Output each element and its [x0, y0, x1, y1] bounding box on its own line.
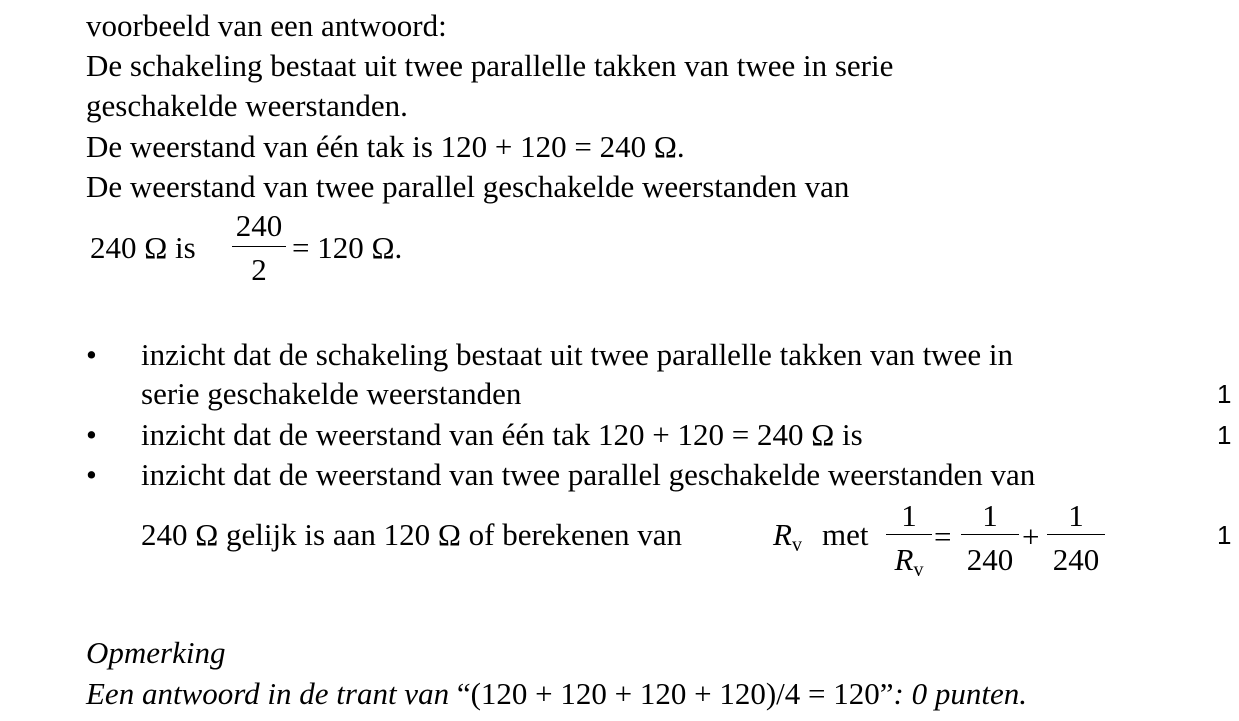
fraction-bar — [886, 534, 932, 535]
remark-heading: Opmerking — [86, 635, 226, 670]
bullet: • — [86, 337, 97, 372]
answer-line-1: De schakeling bestaat uit twee parallelle takken van twee in serie — [86, 48, 894, 83]
equation-prefix: 240 Ω is — [90, 230, 196, 265]
fraction-denominator: 240 — [1052, 542, 1100, 577]
equation-result: = 120 Ω. — [292, 230, 403, 265]
variable-r: $R_v$ — [773, 517, 802, 556]
plus-sign: + — [1022, 519, 1040, 554]
fraction-bar — [961, 534, 1019, 535]
criterion-3-line-2: 240 Ω gelijk is aan 120 Ω of berekenen van — [141, 517, 683, 552]
met-word: met — [822, 517, 869, 552]
answer-line-2: geschakelde weerstanden. — [86, 88, 408, 123]
bullet: • — [86, 457, 97, 492]
criterion-2-line-1: inzicht dat de weerstand van één tak 120 + 120 = 240 Ω is — [141, 417, 863, 452]
fraction-numerator: 240 — [235, 208, 283, 243]
bullet: • — [86, 417, 97, 452]
equals-sign: = — [934, 519, 952, 554]
criterion-3-line-1: inzicht dat de weerstand van twee parallel geschakelde weerstanden van — [141, 457, 1036, 492]
answer-line-3: De weerstand van één tak is 120 + 120 = 240 Ω. — [86, 129, 685, 164]
fraction-numerator: 1 — [901, 498, 917, 533]
remark-quote: “(120 + 120 + 120 + 120)/4 = 120” — [456, 676, 894, 711]
fraction-denominator: 240 — [966, 542, 1014, 577]
fraction-1-over-rv — [886, 500, 932, 580]
fraction-1-over-240 — [961, 500, 1019, 580]
answer-line-4: De weerstand van twee parallel geschakelde weerstanden van — [86, 169, 850, 204]
fraction-240-over-2 — [232, 210, 286, 286]
remark-text-start: Een antwoord in de trant van — [86, 676, 450, 711]
remark-text — [86, 678, 1027, 709]
fraction-1-over-240 — [1047, 500, 1105, 580]
fraction-denominator: 2 — [251, 252, 267, 287]
criterion-1-line-2: serie geschakelde weerstanden — [141, 376, 522, 411]
criterion-2-points: 1 — [1217, 420, 1232, 450]
answer-example-label: voorbeeld van een antwoord: — [86, 8, 447, 43]
fraction-numerator: 1 — [1068, 498, 1084, 533]
criterion-1-line-1: inzicht dat de schakeling bestaat uit twee parallelle takken van twee in — [141, 337, 1013, 372]
fraction-bar — [232, 246, 286, 247]
fraction-denominator: $R_v$ — [894, 542, 924, 581]
fraction-bar — [1047, 534, 1105, 535]
criterion-1-points: 1 — [1217, 379, 1232, 409]
fraction-numerator: 1 — [982, 498, 998, 533]
remark-text-end: : 0 punten. — [893, 676, 1027, 711]
criterion-3-points: 1 — [1217, 520, 1232, 550]
